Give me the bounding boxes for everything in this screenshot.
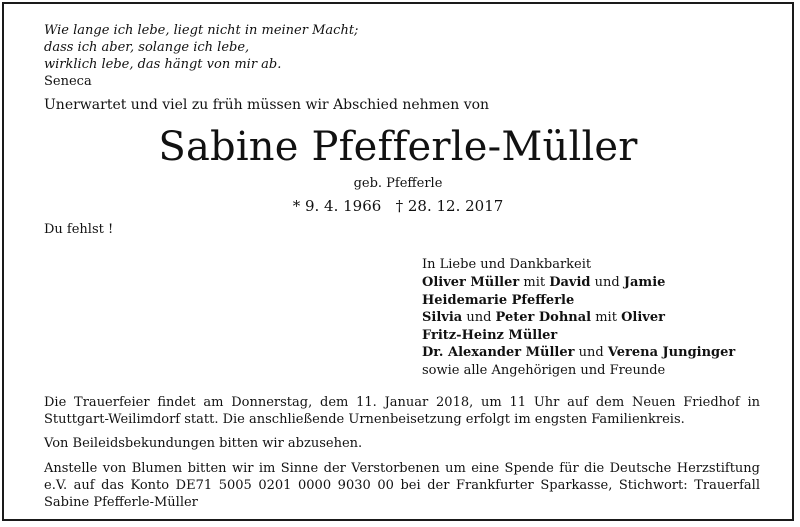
mourner-connector: sowie alle Angehörigen und Freunde [422,362,666,378]
quote-author: Seneca [44,74,92,89]
mourner-connector: mit [519,275,550,290]
quote-line: wirklich lebe, das hängt von mir ab. [44,57,282,72]
obituary-notice [2,2,794,521]
du-fehlst-text: Du fehlst ! [44,222,114,237]
quote-line: Wie lange ich lebe, liegt nicht in meiner Macht; [44,23,359,38]
mourner-line [422,362,735,380]
mourner-connector: und [462,310,496,325]
seneca-quote [44,22,358,90]
mourner-line [422,274,735,292]
mourner-connector: und [574,345,608,360]
mourner-connector: mit [591,310,622,325]
intro-text: Unerwartet und viel zu früh müssen wir Abschied nehmen von [44,97,490,113]
mourner-line [422,344,735,362]
mourner-connector: und [590,275,624,290]
mourners-list [422,274,735,379]
donation-paragraph: Anstelle von Blumen bitten wir im Sinne der Verstorbenen um eine Spende für die Deutsche Herzstiftung e.V. auf das Konto DE71 5005 0201 0000 9030 00 bei der Frankfurter Sparkasse, Stichwort: Trauerfall Sabine Pfefferle-Müller [44,461,760,510]
mourner-name: Oliver Müller [422,275,520,290]
birth-name: geb. Pfefferle [353,176,443,191]
mourners-heading: In Liebe und Dankbarkeit [422,257,592,272]
condolences-paragraph: Von Beileidsbekundungen bitten wir abzusehen. [44,436,363,451]
mourner-name: Dr. Alexander Müller [422,345,575,360]
death-date: † 28. 12. 2017 [395,197,504,215]
mourner-name: Silvia [422,310,463,325]
mourner-name: Fritz-Heinz Müller [422,327,558,343]
mourner-line [422,327,735,345]
deceased-name: Sabine Pfefferle-Müller [158,124,638,170]
mourner-name: Jamie [623,275,666,290]
mourner-name: Heidemarie Pfefferle [422,292,575,308]
mourner-name: Verena Junginger [607,345,736,360]
mourner-name: Peter Dohnal [495,310,592,325]
birth-date: * 9. 4. 1966 [292,197,382,215]
quote-line: dass ich aber, solange ich lebe, [44,40,250,55]
mourner-line [422,309,735,327]
mourner-line [422,292,735,310]
mourner-name: Oliver [621,310,665,325]
mourner-name: David [549,275,591,290]
ceremony-paragraph: Die Trauerfeier findet am Donnerstag, dem 11. Januar 2018, um 11 Uhr auf dem Neuen Friedhof in Stuttgart-Weilimdorf statt. Die anschließende Urnenbeisetzung erfolgt im engsten Familienkreis. [44,395,760,427]
life-dates [4,197,792,215]
